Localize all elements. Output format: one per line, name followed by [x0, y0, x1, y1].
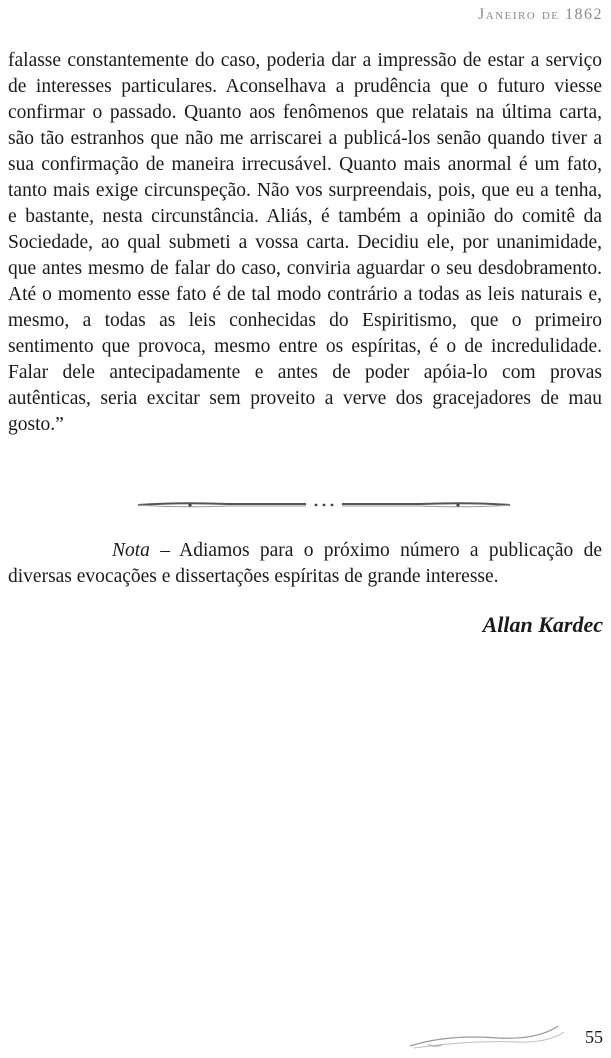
footer-swirl-ornament: [408, 1018, 568, 1050]
running-header: Janeiro de 1862: [478, 6, 603, 23]
author-signature: Allan Kardec: [482, 612, 603, 637]
body-paragraph: falasse constantemente do caso, poderia dar a impressão de estar a serviço de interesses particulares. Aconselhava a prudência que o futuro viesse confirmar o passado. Quanto aos fenômenos que relatais na última carta, são tão estranhos que não me arriscarei a publicá-los senão quando tiver a sua confirmação de maneira irrecusável. Quanto mais anormal é um fato, tanto mais exige circunspeção. Não vos surpreendais, pois, que eu a tenha, e bastante, nesta circunstância. Aliás, é também a opinião do comitê da Sociedade, ao qual submeti a vossa carta. Decidiu ele, por unanimidade, que antes mesmo de falar do caso, conviria aguardar o seu desdobramento. Até o momento esse fato é de tal modo contrário a todas as leis naturais e, mesmo, a todas as leis conhecidas do Espiritismo, que o primeiro sentimento que provoca, mesmo entre os espíritas, é o de incredulidade. Falar dele antecipadamente e antes de poder apóia-lo com provas autênticas, seria excitar sem proveito a verve dos gracejadores de mau gosto.”: [8, 50, 602, 435]
note-label: Nota: [112, 540, 150, 561]
note-text: – Adiamos para o próximo número a publicação de diversas evocações e dissertações espíritas de grande interesse.: [8, 540, 602, 587]
section-divider-ornament: [138, 498, 510, 512]
page-number: 55: [585, 1027, 603, 1047]
editorial-note: [8, 538, 602, 590]
